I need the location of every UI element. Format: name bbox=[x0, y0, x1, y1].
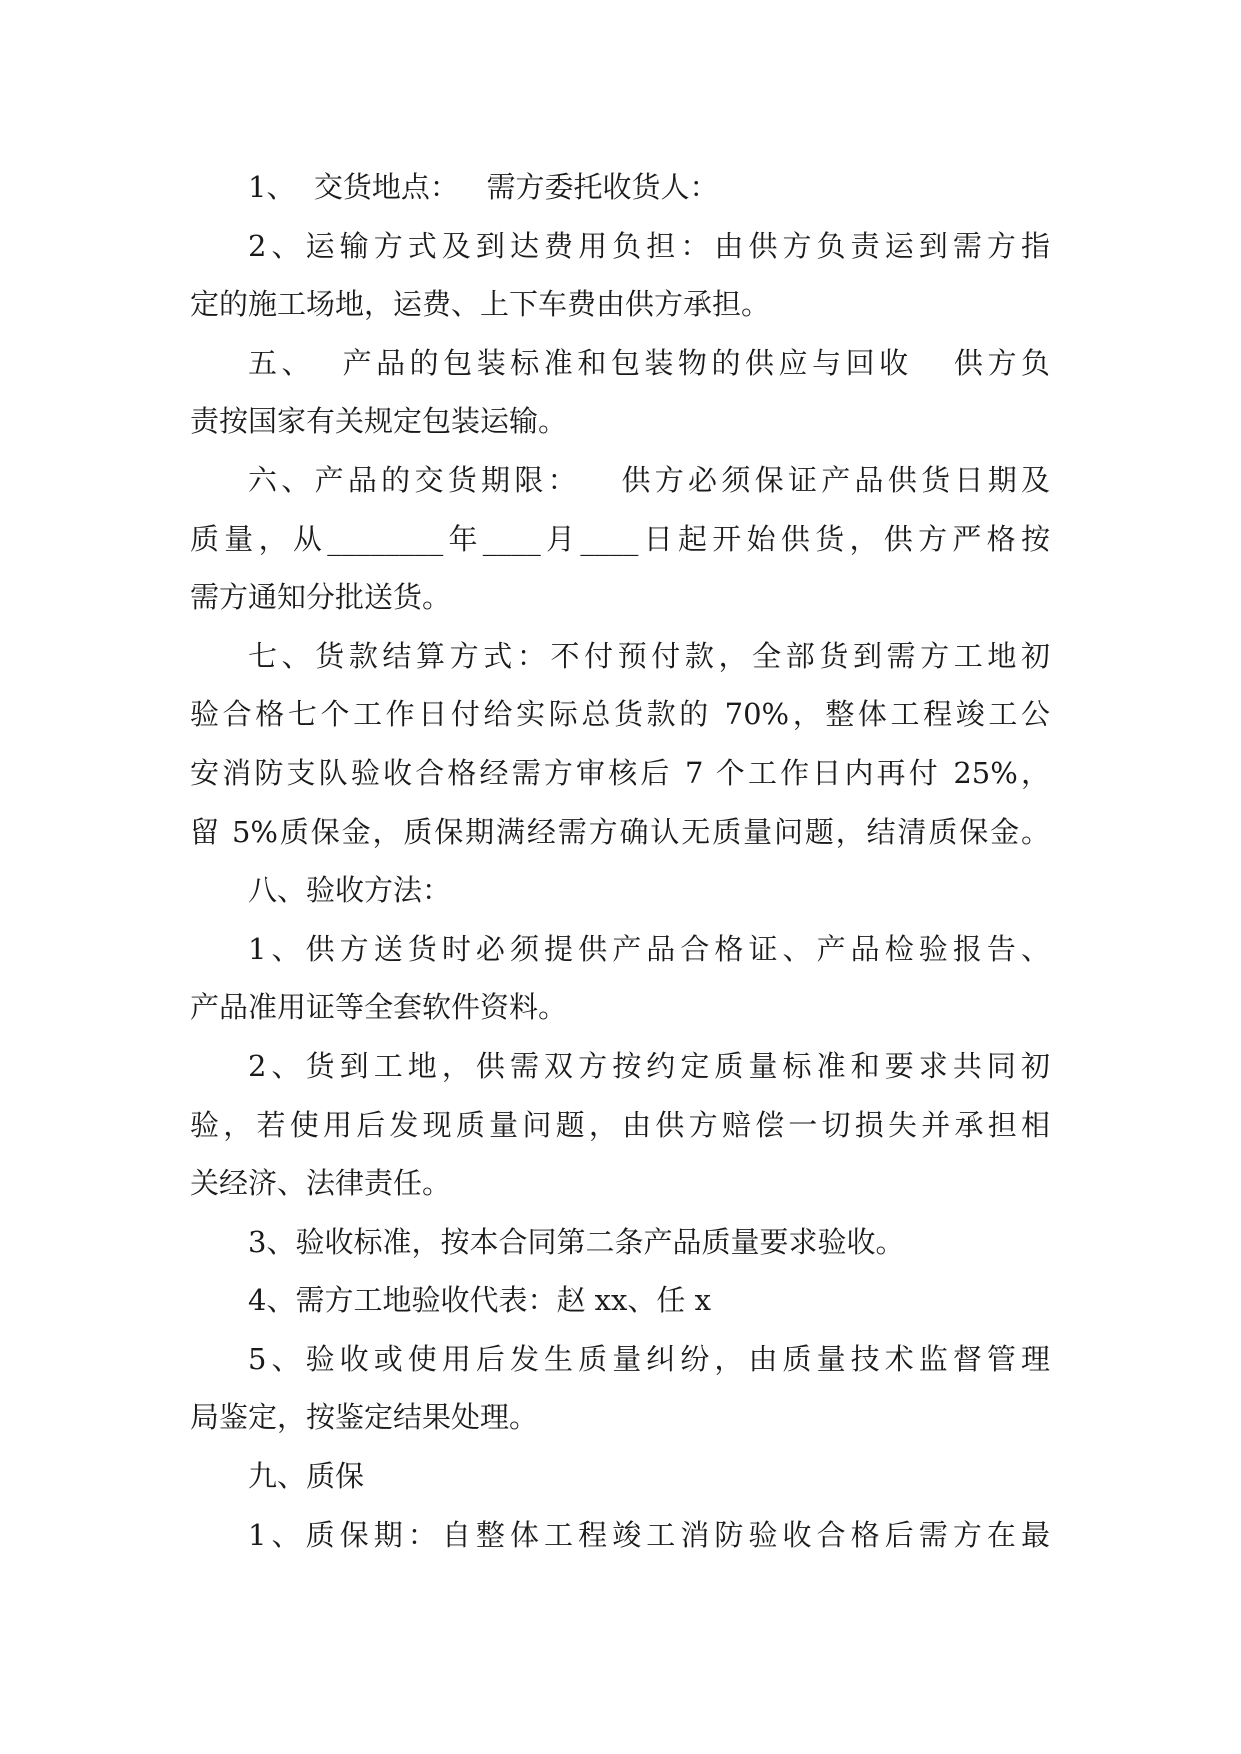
section-heading: 八、验收方法： bbox=[248, 873, 452, 908]
text-line: 局鉴定，按鉴定结果处理。 bbox=[190, 1400, 539, 1435]
text-line: 留 5%质保金，质保期满经需方确认无质量问题，结清质保金。 bbox=[190, 814, 1050, 849]
text-line: 2、货到工地，供需双方按约定质量标准和要求共同初 bbox=[248, 1048, 1050, 1083]
text-line: 1、质保期：自整体工程竣工消防验收合格后需方在最 bbox=[248, 1517, 1050, 1552]
text-line: 验合格七个工作日付给实际总货款的 70%，整体工程竣工公 bbox=[190, 697, 1050, 732]
section-heading: 九、质保 bbox=[248, 1459, 365, 1494]
text-line: 责按国家有关规定包装运输。 bbox=[190, 404, 568, 439]
text-line: 定的施工场地，运费、上下车费由供方承担。 bbox=[190, 287, 771, 322]
text-line: 3、验收标准，按本合同第二条产品质量要求验收。 bbox=[248, 1224, 905, 1259]
text-line: 产品准用证等全套软件资料。 bbox=[190, 990, 568, 1025]
text-line: 5、验收或使用后发生质量纠纷，由质量技术监督管理 bbox=[248, 1341, 1050, 1376]
text-line: 验，若使用后发现质量问题，由供方赔偿一切损失并承担相 bbox=[190, 1107, 1050, 1142]
text-line: 1、 交货地点： 需方委托收货人： bbox=[248, 170, 719, 204]
text-line: 关经济、法律责任。 bbox=[190, 1166, 452, 1201]
text-line: 4、需方工地验收代表：赵 xx、任 x bbox=[248, 1283, 711, 1318]
text-line: 五、 产品的包装标准和包装物的供应与回收 供方负 bbox=[248, 345, 1050, 380]
text-line: 需方通知分批送货。 bbox=[190, 580, 452, 615]
text-line: 七、货款结算方式：不付预付款，全部货到需方工地初 bbox=[248, 638, 1050, 673]
text-line: 1、供方送货时必须提供产品合格证、产品检验报告、 bbox=[248, 931, 1050, 966]
text-line: 2、运输方式及到达费用负担：由供方负责运到需方指 bbox=[248, 228, 1050, 263]
document-body bbox=[190, 158, 1050, 1564]
text-line: 质量，从________年____月____日起开始供货，供方严格按 bbox=[190, 521, 1050, 556]
text-line: 六、产品的交货期限： 供方必须保证产品供货日期及 bbox=[248, 462, 1050, 497]
text-line: 安消防支队验收合格经需方审核后 7 个工作日内再付 25%， bbox=[190, 755, 1050, 790]
